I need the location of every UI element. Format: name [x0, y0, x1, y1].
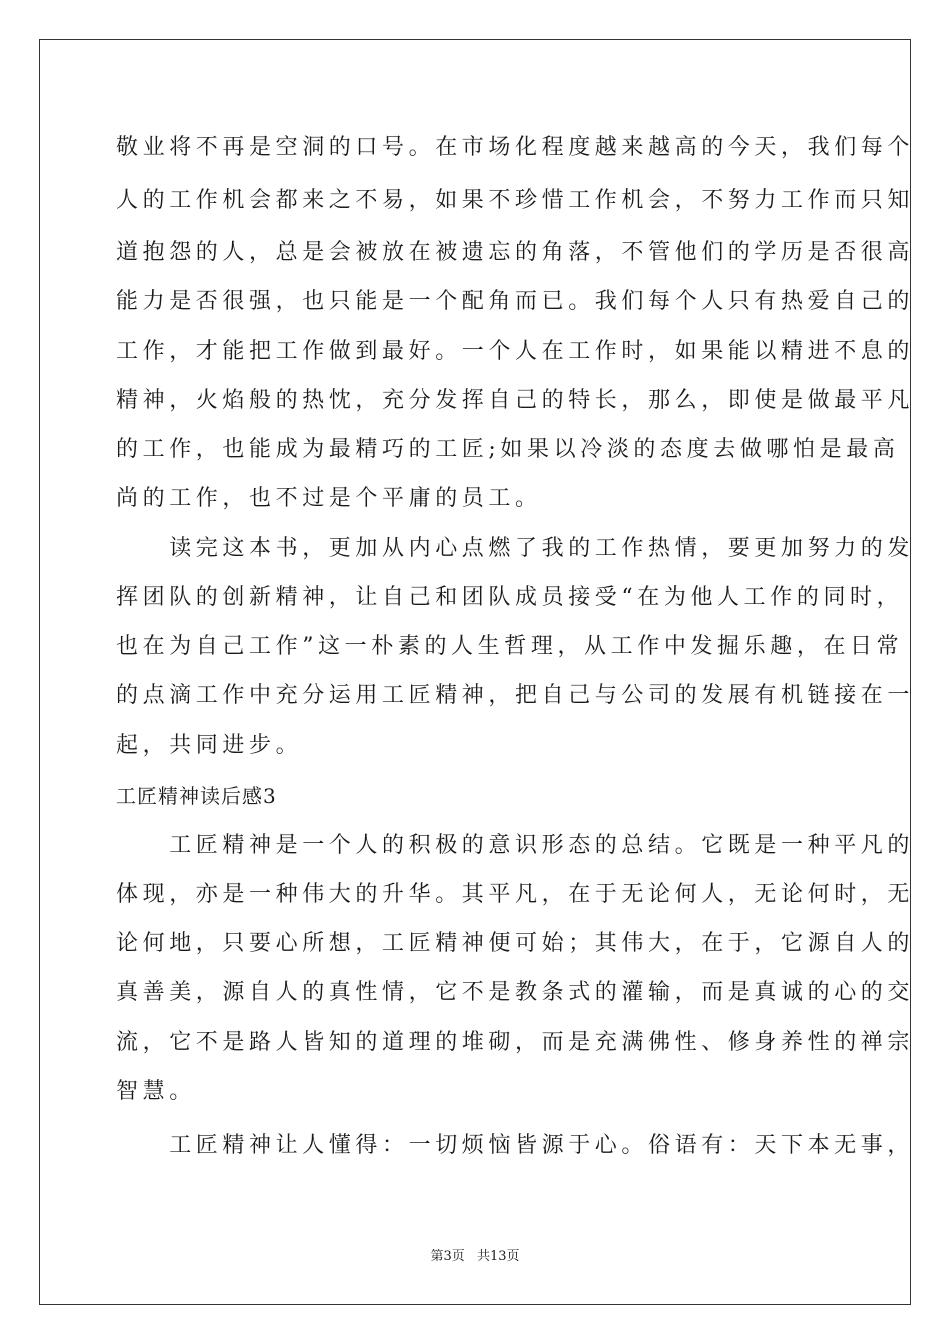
- page-border: [39, 39, 915, 1305]
- text-line: 敬业将不再是空洞的口号。在市场化程度越来越高的今天，我们每个: [116, 135, 915, 160]
- page-number: 第3页: [430, 1249, 465, 1264]
- text-line: 人的工作机会都来之不易，如果不珍惜工作机会，不努力工作而只知: [116, 188, 915, 213]
- page-total: 共13页: [476, 1249, 520, 1264]
- text-line: 流，它不是路人皆知的道理的堆砌，而是充满佛性、修身养性的禅宗: [116, 1030, 915, 1055]
- section-heading: 工匠精神读后感3: [116, 784, 277, 808]
- paragraph-start: 工匠精神是一个人的积极的意识形态的总结。它既是一种平凡的: [116, 833, 915, 858]
- text-line: 道抱怨的人，总是会被放在被遗忘的角落，不管他们的学历是否很高: [116, 240, 915, 265]
- text-line: 尚的工作，也不过是个平庸的员工。: [116, 486, 542, 511]
- paragraph-start: 读完这本书，更加从内心点燃了我的工作热情，要更加努力的发: [116, 536, 915, 561]
- text-line: 体现，亦是一种伟大的升华。其平凡，在于无论何人，无论何时，无: [116, 882, 915, 907]
- text-line: 的点滴工作中充分运用工匠精神，把自己与公司的发展有机链接在一: [116, 683, 915, 708]
- text-line: 智慧。: [116, 1079, 196, 1104]
- page-footer: [0, 1249, 950, 1265]
- text-line: 工作，才能把工作做到最好。一个人在工作时，如果能以精进不息的: [116, 339, 915, 364]
- text-line: 真善美，源自人的真性情，它不是教条式的灌输，而是真诚的心的交: [116, 980, 915, 1005]
- text-line: 起，共同进步。: [116, 733, 303, 758]
- paragraph-start: 工匠精神让人懂得：一切烦恼皆源于心。俗语有：天下本无事，: [116, 1133, 915, 1158]
- text-line: 挥团队的创新精神，让自己和团队成员接受“在为他人工作的同时，: [116, 585, 904, 610]
- text-line: 论何地，只要心所想，工匠精神便可始；其伟大，在于，它源自人的: [116, 931, 915, 956]
- text-line: 的工作，也能成为最精巧的工匠;如果以冷淡的态度去做哪怕是最高: [116, 437, 900, 462]
- text-line: 也在为自己工作”这一朴素的人生哲理，从工作中发掘乐趣，在日常: [116, 634, 904, 659]
- text-line: 能力是否很强，也只能是一个配角而已。我们每个人只有热爱自己的: [116, 289, 915, 314]
- text-line: 精神，火焰般的热忱，充分发挥自己的特长，那么，即使是做最平凡: [116, 388, 915, 413]
